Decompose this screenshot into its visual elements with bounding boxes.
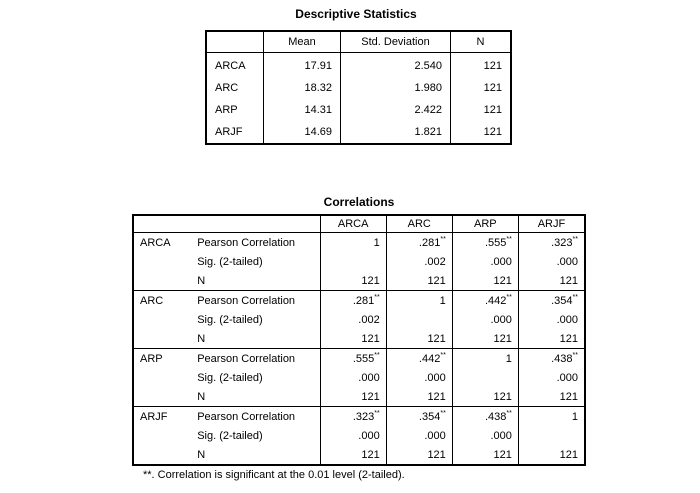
mean-cell: 14.69: [264, 121, 341, 144]
correlation-cell: [320, 445, 386, 465]
significance-marker: **: [374, 293, 380, 301]
table-row: [133, 445, 585, 465]
correlation-cell: [452, 252, 518, 271]
table-row: [206, 53, 511, 78]
mean-cell: 18.32: [264, 77, 341, 99]
table-row: [133, 426, 585, 445]
cell-value: .000: [424, 371, 446, 384]
cell-value: .555: [352, 352, 375, 365]
cell-value: .323: [551, 236, 573, 249]
significance-marker: **: [440, 351, 446, 359]
significance-marker: **: [440, 409, 446, 417]
correlation-cell: [386, 329, 452, 349]
correlation-cell: [518, 329, 585, 349]
correlation-cell: [452, 291, 518, 311]
correlation-cell: [518, 291, 585, 311]
variable-label: ARJF: [133, 407, 187, 427]
table-row: [133, 387, 585, 407]
cell-value: .000: [490, 255, 512, 268]
header-arca: ARCA: [320, 215, 386, 233]
cell-value: .000: [556, 255, 578, 268]
cell-value: 1: [505, 352, 512, 365]
table-row: [133, 368, 585, 387]
statistic-label: Sig. (2-tailed): [197, 371, 263, 384]
correlation-cell: [518, 445, 585, 465]
variable-label: ARC: [133, 291, 187, 311]
row-label: ARJF: [215, 126, 243, 138]
mean-cell: 17.91: [264, 53, 341, 78]
table-row: [133, 329, 585, 349]
cell-value: .281: [418, 236, 441, 249]
variable-label: [133, 329, 187, 349]
correlation-cell: [518, 407, 585, 427]
descriptive-statistics-table: [205, 30, 512, 145]
cell-value: 1: [571, 410, 578, 423]
cell-value: .000: [556, 371, 578, 384]
variable-label: ARP: [133, 349, 187, 369]
correlation-cell: [320, 271, 386, 291]
table-row: [133, 233, 585, 253]
table-header-row: [133, 215, 585, 233]
header-corner-cell: [133, 215, 320, 233]
cell-value: .438: [551, 352, 573, 365]
table-row: [206, 121, 511, 144]
cell-value: .002: [358, 313, 380, 326]
n-cell: 121: [451, 121, 512, 144]
correlation-cell: [386, 426, 452, 445]
correlation-cell: [518, 271, 585, 291]
table-row: [133, 252, 585, 271]
n-cell: 121: [451, 53, 512, 78]
correlation-cell: [452, 271, 518, 291]
statistic-label: Sig. (2-tailed): [197, 429, 263, 442]
correlation-cell: [518, 387, 585, 407]
cell-value: .000: [490, 313, 512, 326]
std-deviation-cell: 1.980: [341, 77, 451, 99]
correlation-cell: [452, 445, 518, 465]
cell-value: .000: [556, 313, 578, 326]
correlations-title: Correlations: [323, 195, 395, 209]
table-row: [206, 99, 511, 121]
std-deviation-cell: 2.422: [341, 99, 451, 121]
significance-marker: **: [374, 409, 380, 417]
variable-label: [133, 426, 187, 445]
cell-value: 121: [493, 274, 512, 287]
correlation-cell: [518, 349, 585, 369]
header-arp: ARP: [452, 215, 518, 233]
statistic-label: N: [197, 448, 206, 461]
correlation-cell: [320, 252, 386, 271]
header-mean: Mean: [264, 31, 341, 53]
cell-value: 1: [439, 294, 446, 307]
variable-label: ARCA: [140, 236, 171, 249]
cell-value: 121: [361, 390, 380, 403]
row-label: ARCA: [215, 60, 246, 72]
correlation-cell: [452, 426, 518, 445]
variable-label: [133, 310, 187, 329]
table-header-row: [206, 31, 511, 53]
correlation-cell: [320, 329, 386, 349]
correlation-cell: [320, 310, 386, 329]
correlation-cell: [452, 349, 518, 369]
correlation-cell: [386, 445, 452, 465]
cell-value: .000: [424, 429, 446, 442]
cell-value: 121: [427, 448, 446, 461]
table-row: [206, 77, 511, 99]
header-n: N: [451, 31, 512, 53]
cell-value: .354: [418, 410, 441, 423]
cell-value: .442: [418, 352, 441, 365]
statistic-label: Sig. (2-tailed): [197, 313, 263, 326]
cell-value: 121: [493, 390, 512, 403]
cell-value: 121: [493, 448, 512, 461]
cell-value: .000: [358, 371, 380, 384]
correlation-cell: [320, 426, 386, 445]
header-corner-cell: [206, 31, 264, 53]
cell-value: .438: [485, 410, 507, 423]
n-cell: 121: [451, 77, 512, 99]
row-label: ARC: [215, 82, 239, 94]
variable-label: [133, 271, 187, 291]
variable-label: [133, 445, 187, 465]
cell-value: 121: [361, 274, 380, 287]
cell-value: 121: [493, 332, 512, 345]
cell-value: 121: [361, 332, 380, 345]
footnote: **. Correlation is significant at the 0.01 level (2-tailed).: [143, 469, 405, 481]
cell-value: .281: [352, 294, 375, 307]
significance-marker: **: [572, 235, 578, 243]
significance-marker: **: [506, 235, 512, 243]
significance-marker: **: [506, 409, 512, 417]
correlation-cell: [386, 291, 452, 311]
cell-value: 121: [559, 390, 578, 403]
correlation-cell: [452, 310, 518, 329]
correlation-cell: [386, 271, 452, 291]
correlation-cell: [320, 407, 386, 427]
correlation-cell: [320, 233, 386, 253]
correlation-cell: [320, 291, 386, 311]
variable-label: [133, 252, 187, 271]
statistic-label: Pearson Correlation: [187, 407, 320, 427]
cell-value: .000: [490, 429, 512, 442]
cell-value: .002: [424, 255, 446, 268]
table-row: [133, 310, 585, 329]
correlation-cell: [452, 368, 518, 387]
significance-marker: **: [440, 235, 446, 243]
statistic-label: Pearson Correlation: [187, 349, 320, 369]
statistic-label: Pearson Correlation: [197, 236, 296, 249]
table-row: [133, 291, 585, 311]
correlation-cell: [452, 407, 518, 427]
std-deviation-cell: 1.821: [341, 121, 451, 144]
variable-label: [133, 387, 187, 407]
cell-value: 121: [427, 274, 446, 287]
cell-value: 121: [427, 332, 446, 345]
significance-marker: **: [572, 293, 578, 301]
mean-cell: 14.31: [264, 99, 341, 121]
header-arjf: ARJF: [518, 215, 585, 233]
correlation-cell: [386, 349, 452, 369]
cell-value: .442: [485, 294, 507, 307]
statistic-label: N: [197, 332, 206, 345]
correlation-cell: [452, 329, 518, 349]
correlation-cell: [320, 387, 386, 407]
correlation-cell: [518, 233, 585, 253]
correlation-cell: [386, 233, 452, 253]
cell-value: .000: [358, 429, 380, 442]
statistic-label: Pearson Correlation: [187, 291, 320, 311]
cell-value: 121: [559, 274, 578, 287]
std-deviation-cell: 2.540: [341, 53, 451, 78]
cell-value: .323: [352, 410, 375, 423]
statistic-label: N: [197, 390, 206, 403]
correlation-cell: [320, 368, 386, 387]
table-row: [133, 349, 585, 369]
header-std-deviation: Std. Deviation: [341, 31, 451, 53]
cell-value: .555: [485, 236, 507, 249]
row-label: ARP: [215, 104, 238, 116]
correlation-cell: [386, 387, 452, 407]
correlation-cell: [452, 233, 518, 253]
cell-value: 121: [559, 332, 578, 345]
table-row: [133, 407, 585, 427]
correlation-cell: [518, 252, 585, 271]
statistic-label: N: [197, 274, 206, 287]
significance-marker: **: [506, 293, 512, 301]
correlation-cell: [518, 310, 585, 329]
table-row: [133, 271, 585, 291]
n-cell: 121: [451, 99, 512, 121]
descriptive-statistics-title: Descriptive Statistics: [295, 7, 417, 21]
cell-value: .354: [551, 294, 573, 307]
cell-value: 1: [373, 236, 380, 249]
correlation-cell: [386, 252, 452, 271]
cell-value: 121: [559, 448, 578, 461]
significance-marker: **: [374, 351, 380, 359]
variable-label: [133, 368, 187, 387]
header-arc: ARC: [386, 215, 452, 233]
cell-value: 121: [427, 390, 446, 403]
correlation-cell: [386, 368, 452, 387]
correlation-cell: [320, 349, 386, 369]
correlation-cell: [518, 368, 585, 387]
cell-value: 121: [361, 448, 380, 461]
correlation-cell: [452, 387, 518, 407]
correlation-cell: [518, 426, 585, 445]
significance-marker: **: [572, 351, 578, 359]
correlations-table: [132, 214, 586, 466]
correlation-cell: [386, 310, 452, 329]
correlation-cell: [386, 407, 452, 427]
statistic-label: Sig. (2-tailed): [197, 255, 263, 268]
